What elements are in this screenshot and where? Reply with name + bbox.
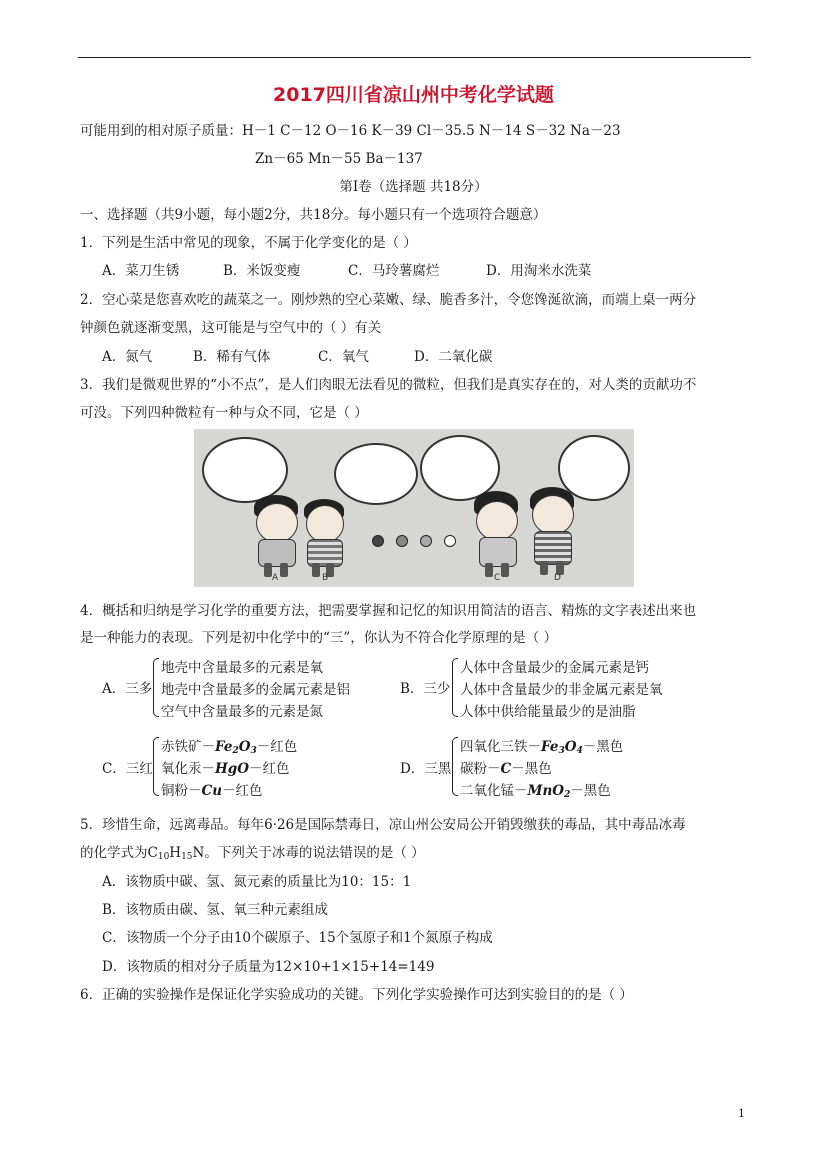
q4-option-b-item: 人体中含量最少的金属元素是钙 <box>460 660 649 676</box>
atom-icon <box>372 535 384 547</box>
atomic-masses-line1 <box>80 119 621 139</box>
q4-option-b-item: 人体中供给能量最少的是油脂 <box>460 704 636 720</box>
section-title: 第Ⅰ卷（选择题 共18分） <box>339 179 488 195</box>
q5-stem-line2: 的化学式为$C_{10}H_{15}N$。下列关于冰毒的说法错误的是（ ） <box>80 845 425 862</box>
q3-illustration <box>194 429 634 587</box>
q4-option-d-label: D．三黑 <box>400 761 452 777</box>
kid-c-leg <box>501 563 509 577</box>
kid-c-leg <box>485 563 493 577</box>
q1-option-a: A．菜刀生锈 <box>102 263 180 279</box>
kid-c-head <box>476 501 518 541</box>
q4-option-a-label: A．三多 <box>102 681 153 697</box>
speech-bubble-b <box>334 443 418 505</box>
q1-stem: 1．下列是生活中常见的现象，不属于化学变化的是（ ） <box>80 235 417 251</box>
atomic-masses-line2: Zn－65 Mn－55 Ba－137 <box>255 151 423 167</box>
atomic-masses-label: 可能用到的相对原子质量： <box>80 123 242 139</box>
q1-option-b: B．米饭变瘦 <box>223 263 301 279</box>
q1-option-d: D．用淘米水洗菜 <box>486 263 592 279</box>
q4-option-c-label: C．三红 <box>102 761 153 777</box>
atom-icon <box>396 535 408 547</box>
page-number: 1 <box>738 1107 745 1120</box>
q4-option-d-item: 碳粉－C－黑色 <box>460 761 552 777</box>
q2-option-a: A．氮气 <box>102 349 153 365</box>
kid-d-head <box>532 495 574 535</box>
q4-option-b-label: B．三少 <box>400 681 451 697</box>
atomic-masses-values: H－1 C－12 O－16 K－39 Cl－35.5 N－14 S－32 Na－23 <box>242 123 621 139</box>
q2-option-d: D．二氧化碳 <box>414 349 493 365</box>
q4-option-b-brace <box>452 658 458 717</box>
atom-icon <box>420 535 432 547</box>
q5-stem-line1: 5．珍惜生命，远离毒品。每年6·26是国际禁毒日，凉山州公安局公开销毁缴获的毒品，其中毒品冰毒 <box>80 817 686 833</box>
kid-d-leg <box>540 561 548 575</box>
q2-option-c: C．氧气 <box>318 349 369 365</box>
q4-option-c-item: 赤铁矿$-Fe_2O_3-$红色 <box>161 739 298 756</box>
header-rule <box>78 57 751 58</box>
q1-option-c: C．马玲薯腐烂 <box>348 263 440 279</box>
q4-option-a-item: 空气中含量最多的元素是氮 <box>161 704 323 720</box>
q4-option-c-item: 氧化汞－HgO－红色 <box>161 761 290 777</box>
q3-image-label-d: D <box>554 573 561 583</box>
q5-option-a: A．该物质中碳、氢、氮元素的质量比为10：15：1 <box>102 874 412 890</box>
q3-stem-line2: 可没。下列四种微粒有一种与众不同，它是（ ） <box>80 405 368 421</box>
q5-option-c: C．该物质一个分子由10个碳原子、15个氢原子和1个氮原子构成 <box>102 930 493 946</box>
q3-stem-line1: 3．我们是微观世界的“小不点”，是人们肉眼无法看见的微粒，但我们是真实存在的，对人类的贡献功不 <box>80 377 697 393</box>
kid-a-leg <box>280 563 288 577</box>
speech-bubble-a <box>202 437 288 503</box>
kid-b-head <box>306 505 344 543</box>
q2-stem-line2: 钟颜色就逐渐变黑，这可能是与空气中的（ ）有关 <box>80 320 382 336</box>
q4-option-a-item: 地壳中含量最多的元素是氧 <box>161 660 323 676</box>
q4-option-a-brace <box>153 658 159 717</box>
q3-image-label-a: A <box>272 573 279 583</box>
atom-icon <box>444 535 456 547</box>
q6-stem: 6．正确的实验操作是保证化学实验成功的关键。下列化学实验操作可达到实验目的的是（ ） <box>80 987 633 1003</box>
q4-stem-line2: 是一种能力的表现。下列是初中化学中的“三”，你认为不符合化学原理的是（ ） <box>80 630 558 646</box>
kid-a-leg <box>264 563 272 577</box>
q3-image-label-c: C <box>494 573 501 583</box>
kid-b-leg <box>312 563 320 577</box>
page-title: 2017四川省凉山州中考化学试题 <box>273 84 554 106</box>
q2-option-b: B．稀有气体 <box>193 349 271 365</box>
q4-option-a-item: 地壳中含量最多的金属元素是铝 <box>161 682 350 698</box>
kid-a-head <box>256 503 298 543</box>
q2-stem-line1: 2．空心菜是您喜欢吃的蔬菜之一。刚炒熟的空心菜嫩、绿、脆香多汁，令您馋涎欲滴，而端上桌一两分 <box>80 292 697 308</box>
q5-option-b: B．该物质由碳、氢、氧三种元素组成 <box>102 902 328 918</box>
q4-stem-line1: 4．概括和归纳是学习化学的重要方法，把需要掌握和记忆的知识用简洁的语言、精炼的文字表述出来也 <box>80 603 697 619</box>
part-heading: 一、选择题（共9小题，每小题2分，共18分。每小题只有一个选项符合题意） <box>80 207 547 223</box>
q4-option-c-item: 铜粉－Cu－红色 <box>161 783 263 799</box>
q5-option-d: D．该物质的相对分子质量为12×10+1×15+14=149 <box>102 959 435 975</box>
q4-option-d-item: 二氧化锰－MnO$_2$－黑色 <box>460 783 611 800</box>
kid-d-shirt <box>534 531 572 565</box>
q4-option-b-item: 人体中含量最少的非金属元素是氧 <box>460 682 663 698</box>
q4-option-d-brace <box>452 737 458 796</box>
q3-image-label-b: B <box>322 573 329 583</box>
q4-option-c-brace <box>153 737 159 796</box>
q4-option-d-item: 四氧化三铁$-Fe_3O_4-$黑色 <box>460 739 624 756</box>
